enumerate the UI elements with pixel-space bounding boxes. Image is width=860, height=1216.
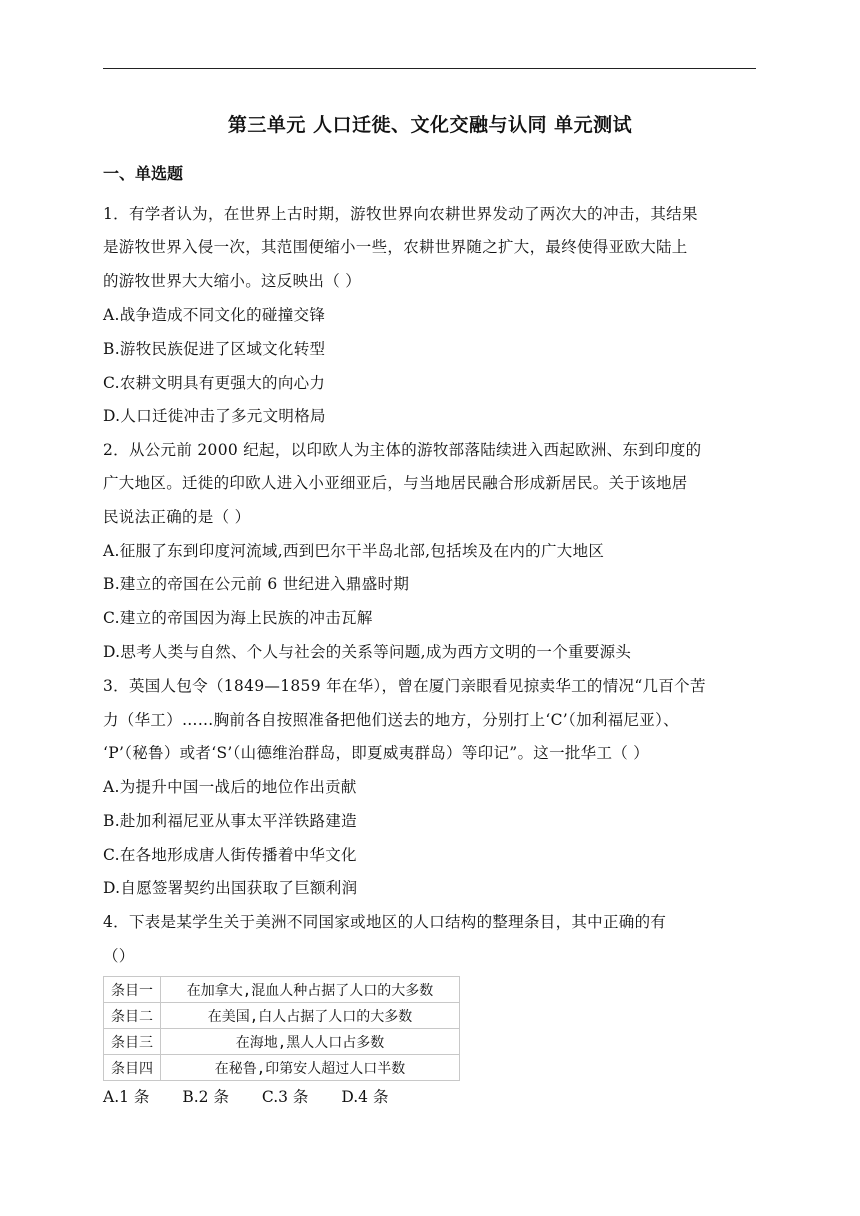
table-cell-value: 在加拿大,混血人种占据了人口的大多数 xyxy=(161,977,460,1003)
table-cell-value: 在海地,黑人人口占多数 xyxy=(161,1029,460,1055)
table-row xyxy=(104,1029,460,1055)
text-line: 4．下表是某学生关于美洲不同国家或地区的人口结构的整理条目，其中正确的有 xyxy=(103,913,667,931)
table-row xyxy=(104,1055,460,1081)
text-line: 是游牧世界入侵一次，其范围便缩小一些，农耕世界随之扩大，最终使得亚欧大陆上 xyxy=(103,238,688,256)
table-cell-key: 条目三 xyxy=(104,1029,161,1055)
text-line: 1．有学者认为，在世界上古时期，游牧世界向农耕世界发动了两次大的冲击，其结果 xyxy=(103,205,698,223)
table-cell-key: 条目四 xyxy=(104,1055,161,1081)
text-line: A.战争造成不同文化的碰撞交锋 xyxy=(103,306,326,324)
text-line: A.为提升中国一战后的地位作出贡献 xyxy=(103,778,357,796)
q4-option-b: B.2 条 xyxy=(182,1088,229,1106)
table-cell-key: 条目一 xyxy=(104,977,161,1003)
text-line: D.思考人类与自然、个人与社会的关系等问题,成为西方文明的一个重要源头 xyxy=(103,643,632,661)
table-cell-value: 在秘鲁,印第安人超过人口半数 xyxy=(161,1055,460,1081)
page-title: 第三单元 人口迁徙、文化交融与认同 单元测试 xyxy=(227,114,633,136)
text-line: C.建立的帝国因为海上民族的冲击瓦解 xyxy=(103,609,373,627)
text-line: C.农耕文明具有更强大的向心力 xyxy=(103,374,326,392)
population-table xyxy=(103,976,460,1081)
text-line: 2．从公元前 2000 纪起，以印欧人为主体的游牧部落陆续进入西起欧洲、东到印度的 xyxy=(103,441,702,459)
text-line: C.在各地形成唐人街传播着中华文化 xyxy=(103,846,357,864)
table-row xyxy=(104,1003,460,1029)
text-line: A.征服了东到印度河流域,西到巴尔干半岛北部,包括埃及在内的广大地区 xyxy=(103,542,605,560)
text-line: B.游牧民族促进了区域文化转型 xyxy=(103,340,326,358)
text-line: ‘P’（秘鲁）或者‘S’（山德维治群岛，即夏威夷群岛）等印记”。这一批华工（ ） xyxy=(103,744,650,762)
text-line: B.赴加利福尼亚从事太平洋铁路建造 xyxy=(103,812,357,830)
header-rule xyxy=(103,68,756,69)
section-heading: 一、单选题 xyxy=(103,164,184,183)
text-line: 力（华工）……胸前各自按照准备把他们送去的地方，分别打上‘C’（加利福尼亚）、 xyxy=(103,711,679,729)
text-line: D.人口迁徙冲击了多元文明格局 xyxy=(103,407,326,425)
table-cell-value: 在美国,白人占据了人口的大多数 xyxy=(161,1003,460,1029)
text-line: 3．英国人包令（1849—1859 年在华），曾在厦门亲眼看见掠卖华工的情况“几百个苦 xyxy=(103,677,706,695)
text-line: D.自愿签署契约出国获取了巨额利润 xyxy=(103,879,358,897)
table-cell-key: 条目二 xyxy=(104,1003,161,1029)
text-line: 民说法正确的是（ ） xyxy=(103,508,251,526)
text-line: （） xyxy=(103,947,135,965)
text-line: 的游牧世界大大缩小。这反映出（ ） xyxy=(103,272,362,290)
q4-options xyxy=(103,1085,416,1107)
text-line: B.建立的帝国在公元前 6 世纪进入鼎盛时期 xyxy=(103,575,410,593)
q4-option-a: A.1 条 xyxy=(103,1088,150,1106)
table-row xyxy=(104,977,460,1003)
text-line: 广大地区。迁徙的印欧人进入小亚细亚后，与当地居民融合形成新居民。关于该地居 xyxy=(103,474,688,492)
q4-option-d: D.4 条 xyxy=(341,1088,389,1106)
q4-option-c: C.3 条 xyxy=(261,1088,309,1106)
